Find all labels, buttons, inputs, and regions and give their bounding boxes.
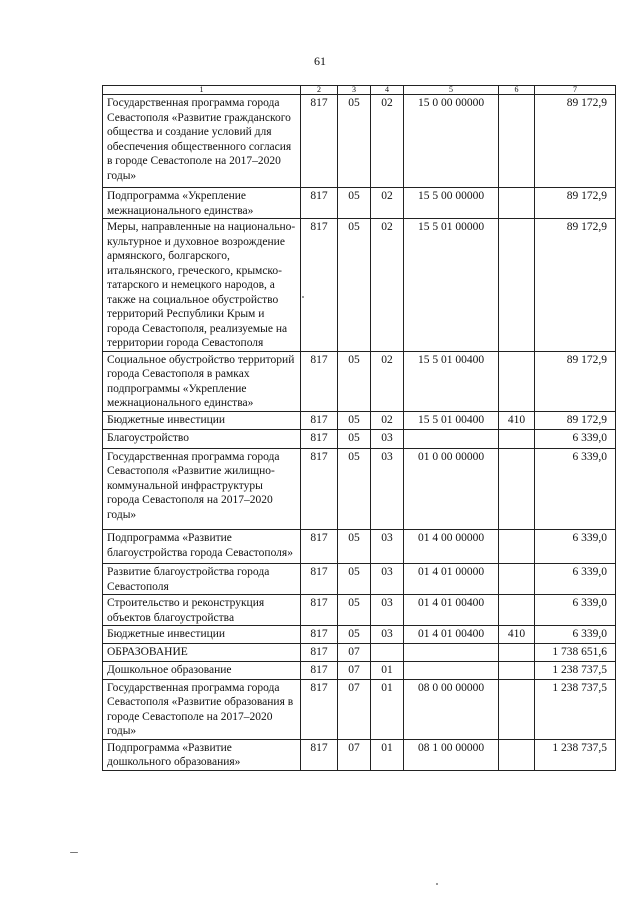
admin-code-cell: 817	[301, 679, 338, 739]
amount-cell: 89 172,9	[535, 188, 616, 219]
row-name-cell: Благоустройство	[103, 430, 301, 449]
table-row	[103, 411, 616, 430]
header-cell: 3	[338, 86, 371, 95]
subsection-cell: 03	[371, 595, 404, 626]
scan-speck	[70, 852, 78, 853]
target-article-cell: 15 5 01 00000	[404, 219, 499, 352]
budget-table	[102, 85, 616, 771]
section-cell: 05	[338, 219, 371, 352]
target-article-cell: 01 4 01 00000	[404, 564, 499, 595]
target-article-cell	[404, 643, 499, 662]
target-article-cell: 01 4 00 00000	[404, 530, 499, 564]
subsection-cell: 02	[371, 351, 404, 411]
target-article-cell: 01 4 01 00400	[404, 626, 499, 644]
table-row	[103, 739, 616, 770]
expense-type-cell	[499, 662, 535, 680]
header-cell: 1	[103, 86, 301, 95]
amount-cell: 6 339,0	[535, 564, 616, 595]
expense-type-cell	[499, 739, 535, 770]
amount-cell: 89 172,9	[535, 95, 616, 188]
expense-type-cell	[499, 219, 535, 352]
table-row	[103, 430, 616, 449]
header-cell: 4	[371, 86, 404, 95]
target-article-cell: 08 1 00 00000	[404, 739, 499, 770]
admin-code-cell: 817	[301, 564, 338, 595]
admin-code-cell: 817	[301, 626, 338, 644]
table-row	[103, 679, 616, 739]
subsection-cell: 03	[371, 448, 404, 530]
section-cell: 07	[338, 739, 371, 770]
row-name-cell: ОБРАЗОВАНИЕ	[103, 643, 301, 662]
expense-type-cell	[499, 188, 535, 219]
admin-code-cell: 817	[301, 188, 338, 219]
admin-code-cell: 817	[301, 739, 338, 770]
scan-speck	[436, 883, 438, 885]
row-name-cell: Государственная программа города Севастополя «Развитие гражданского общества и создание условий для обеспечения общественного согласия в городе Севастополе на 2017–2020 годы»	[103, 95, 301, 188]
section-cell: 05	[338, 430, 371, 449]
section-cell: 05	[338, 95, 371, 188]
admin-code-cell: 817	[301, 411, 338, 430]
admin-code-cell: 817	[301, 351, 338, 411]
expense-type-cell	[499, 351, 535, 411]
header-cell: 7	[535, 86, 616, 95]
scan-speck	[302, 296, 304, 298]
section-cell: 05	[338, 626, 371, 644]
row-name-cell: Подпрограмма «Развитие дошкольного образования»	[103, 739, 301, 770]
expense-type-cell	[499, 564, 535, 595]
subsection-cell: 02	[371, 411, 404, 430]
table-row	[103, 530, 616, 564]
page-number: 61	[314, 54, 326, 68]
subsection-cell: 01	[371, 662, 404, 680]
table-row	[103, 595, 616, 626]
table-row	[103, 626, 616, 644]
section-cell: 05	[338, 188, 371, 219]
target-article-cell: 15 0 00 00000	[404, 95, 499, 188]
table-row	[103, 95, 616, 188]
target-article-cell: 15 5 01 00400	[404, 411, 499, 430]
expense-type-cell	[499, 530, 535, 564]
row-name-cell: Государственная программа города Севастополя «Развитие жилищно-коммунальной инфраструктуры города Севастополя на 2017–2020 годы»	[103, 448, 301, 530]
amount-cell: 6 339,0	[535, 530, 616, 564]
header-cell: 6	[499, 86, 535, 95]
admin-code-cell: 817	[301, 430, 338, 449]
amount-cell: 6 339,0	[535, 430, 616, 449]
amount-cell: 1 238 737,5	[535, 739, 616, 770]
row-name-cell: Государственная программа города Севастополя «Развитие образования в городе Севастополе на 2017–2020 годы»	[103, 679, 301, 739]
row-name-cell: Развитие благоустройства города Севастополя	[103, 564, 301, 595]
amount-cell: 89 172,9	[535, 351, 616, 411]
subsection-cell	[371, 643, 404, 662]
subsection-cell: 02	[371, 219, 404, 352]
table-row	[103, 564, 616, 595]
subsection-cell: 01	[371, 679, 404, 739]
amount-cell: 1 738 651,6	[535, 643, 616, 662]
expense-type-cell: 410	[499, 626, 535, 644]
amount-cell: 6 339,0	[535, 595, 616, 626]
amount-cell: 89 172,9	[535, 411, 616, 430]
table-row	[103, 662, 616, 680]
target-article-cell	[404, 662, 499, 680]
section-cell: 05	[338, 564, 371, 595]
table-row	[103, 351, 616, 411]
subsection-cell: 02	[371, 188, 404, 219]
row-name-cell: Подпрограмма «Развитие благоустройства города Севастополя»	[103, 530, 301, 564]
row-name-cell: Социальное обустройство территорий города Севастополя в рамках подпрограммы «Укрепление межнационального единства»	[103, 351, 301, 411]
target-article-cell: 15 5 00 00000	[404, 188, 499, 219]
row-name-cell: Бюджетные инвестиции	[103, 411, 301, 430]
amount-cell: 6 339,0	[535, 448, 616, 530]
admin-code-cell: 817	[301, 662, 338, 680]
table-row	[103, 188, 616, 219]
section-cell: 05	[338, 411, 371, 430]
admin-code-cell: 817	[301, 595, 338, 626]
header-cell: 2	[301, 86, 338, 95]
admin-code-cell: 817	[301, 643, 338, 662]
section-cell: 07	[338, 643, 371, 662]
row-name-cell: Дошкольное образование	[103, 662, 301, 680]
expense-type-cell	[499, 679, 535, 739]
table-row	[103, 643, 616, 662]
expense-type-cell: 410	[499, 411, 535, 430]
table-row	[103, 219, 616, 352]
section-cell: 05	[338, 448, 371, 530]
header-cell: 5	[404, 86, 499, 95]
section-cell: 05	[338, 351, 371, 411]
expense-type-cell	[499, 448, 535, 530]
expense-type-cell	[499, 643, 535, 662]
admin-code-cell: 817	[301, 219, 338, 352]
row-name-cell: Подпрограмма «Укрепление межнационального единства»	[103, 188, 301, 219]
admin-code-cell: 817	[301, 530, 338, 564]
section-cell: 05	[338, 530, 371, 564]
row-name-cell: Строительство и реконструкция объектов благоустройства	[103, 595, 301, 626]
target-article-cell: 01 4 01 00400	[404, 595, 499, 626]
admin-code-cell: 817	[301, 95, 338, 188]
header-row	[103, 86, 616, 95]
amount-cell: 6 339,0	[535, 626, 616, 644]
subsection-cell: 03	[371, 530, 404, 564]
section-cell: 07	[338, 662, 371, 680]
expense-type-cell	[499, 430, 535, 449]
amount-cell: 1 238 737,5	[535, 662, 616, 680]
subsection-cell: 03	[371, 626, 404, 644]
expense-type-cell	[499, 595, 535, 626]
amount-cell: 89 172,9	[535, 219, 616, 352]
amount-cell: 1 238 737,5	[535, 679, 616, 739]
row-name-cell: Бюджетные инвестиции	[103, 626, 301, 644]
target-article-cell: 01 0 00 00000	[404, 448, 499, 530]
target-article-cell: 15 5 01 00400	[404, 351, 499, 411]
subsection-cell: 03	[371, 564, 404, 595]
row-name-cell: Меры, направленные на национально-культурное и духовное возрождение армянского, болгарского, итальянского, греческого, крымско-татарского и немецкого народов, а также на социальное обустройство территорий Республики Крым и города Севастополя, реализуемые на территории города Севастополя	[103, 219, 301, 352]
section-cell: 05	[338, 595, 371, 626]
subsection-cell: 02	[371, 95, 404, 188]
expense-type-cell	[499, 95, 535, 188]
admin-code-cell: 817	[301, 448, 338, 530]
subsection-cell: 03	[371, 430, 404, 449]
subsection-cell: 01	[371, 739, 404, 770]
table-row	[103, 448, 616, 530]
target-article-cell	[404, 430, 499, 449]
target-article-cell: 08 0 00 00000	[404, 679, 499, 739]
section-cell: 07	[338, 679, 371, 739]
